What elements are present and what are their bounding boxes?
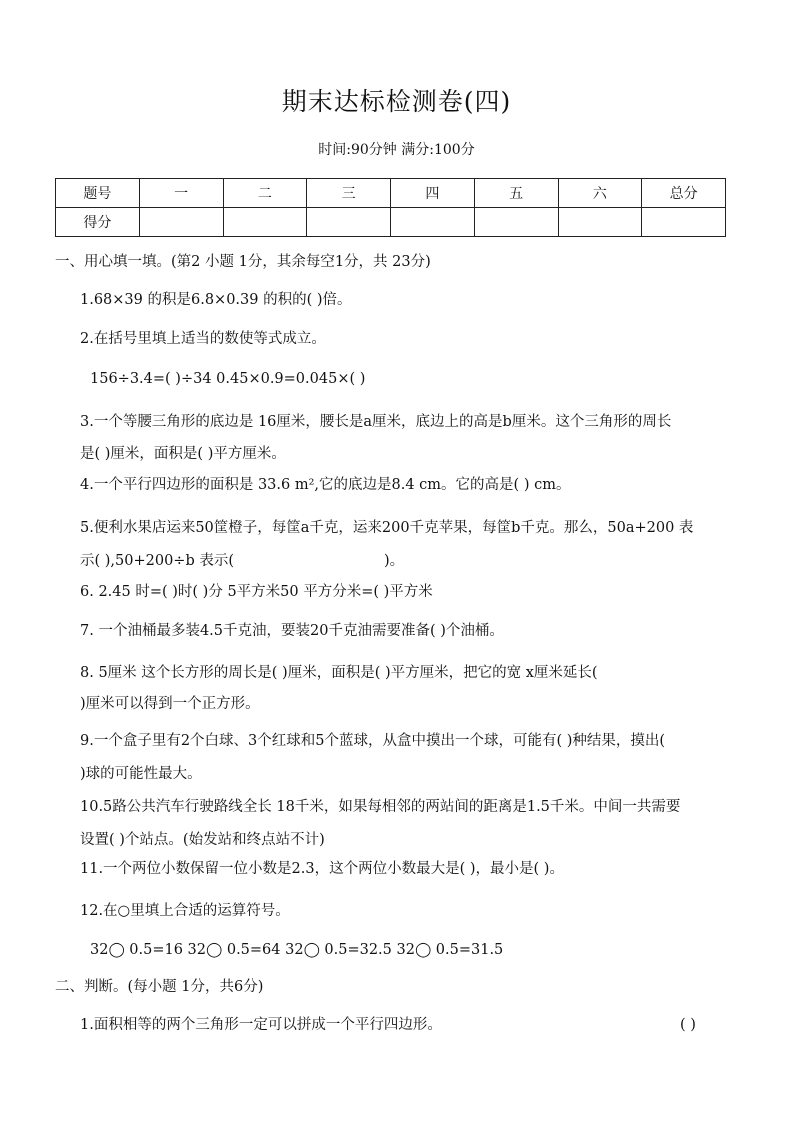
score-header-cell: 二 [223,179,307,208]
section-1-heading: 一、用心填一填。(第2 小题 1分，其余每空1分，共 23分) [55,254,431,270]
score-cell [223,208,307,237]
page-title: 期末达标检测卷(四) [281,87,512,116]
score-header-cell: 四 [391,179,475,208]
score-table [55,178,726,237]
question-12-equations: 32◯ 0.5=16 32◯ 0.5=64 32◯ 0.5=32.5 32◯ 0.5=31.5 [90,942,504,958]
score-cell [391,208,475,237]
question-3-line-1: 3.一个等腰三角形的底边是 16厘米，腰长是a厘米，底边上的高是b厘米。这个三角形的周长 [80,414,672,430]
score-header-cell: 五 [474,179,558,208]
score-cell [558,208,642,237]
question-10-line-2: 设置( )个站点。(始发站和终点站不计) [80,832,325,848]
question-2-equations: 156÷3.4=( )÷34 0.45×0.9=0.045×( ) [90,371,366,387]
question-12: 12.在○里填上合适的运算符号。 [80,903,290,919]
score-header-cell: 题号 [56,179,140,208]
score-table-header-row [56,179,726,208]
score-row-label: 得分 [56,208,140,237]
score-cell [307,208,391,237]
question-3-line-2: 是( )厘米，面积是( )平方厘米。 [80,446,286,462]
question-4: 4.一个平行四边形的面积是 33.6 m²,它的底边是8.4 cm。它的高是( ) cm。 [80,477,571,493]
question-6: 6. 2.45 时=( )时( )分 5平方米50 平方分米=( )平方米 [80,584,433,600]
question-8-line-2: )厘米可以得到一个正方形。 [80,696,260,712]
question-2: 2.在括号里填上适当的数使等式成立。 [80,331,326,347]
question-10-line-1: 10.5路公共汽车行驶路线全长 18千米，如果每相邻的两站间的距离是1.5千米。中间一共需要 [80,799,681,815]
question-11: 11.一个两位小数保留一位小数是2.3，这个两位小数最大是( )，最小是( )。 [80,861,564,877]
score-header-cell: 一 [139,179,223,208]
score-cell [642,208,726,237]
question-5-line-1: 5.便利水果店运来50筐橙子，每筐a千克，运来200千克苹果，每筐b千克。那么，50a+200 表 [80,520,694,536]
question-7: 7. 一个油桶最多装4.5千克油，要装20千克油需要准备( )个油桶。 [80,623,504,639]
score-cell [474,208,558,237]
question-9-line-1: 9.一个盒子里有2个白球、3个红球和5个蓝球，从盒中摸出一个球，可能有( )种结果，摸出( [80,733,666,749]
exam-time-info: 时间:90分钟 满分:100分 [318,142,475,158]
section-2-heading: 二、判断。(每小题 1分，共6分) [55,979,264,995]
question-5-line-2-end: )。 [384,553,405,569]
question-5-line-2-start: 示( ),50+200÷b 表示( [80,553,235,569]
score-header-cell: 六 [558,179,642,208]
judgement-answer-paren: ( ) [680,1017,696,1033]
question-9-line-2: )球的可能性最大。 [80,766,202,782]
score-header-cell: 三 [307,179,391,208]
question-8-line-1: 8. 5厘米 这个长方形的周长是( )厘米，面积是( )平方厘米，把它的宽 x厘米延长( [80,665,598,681]
judgement-question-1: 1.面积相等的两个三角形一定可以拼成一个平行四边形。 [80,1017,442,1033]
score-table-score-row [56,208,726,237]
question-1: 1.68×39 的积是6.8×0.39 的积的( )倍。 [80,292,352,308]
score-header-cell: 总分 [642,179,726,208]
score-cell [139,208,223,237]
question-5-line-2 [80,551,404,571]
